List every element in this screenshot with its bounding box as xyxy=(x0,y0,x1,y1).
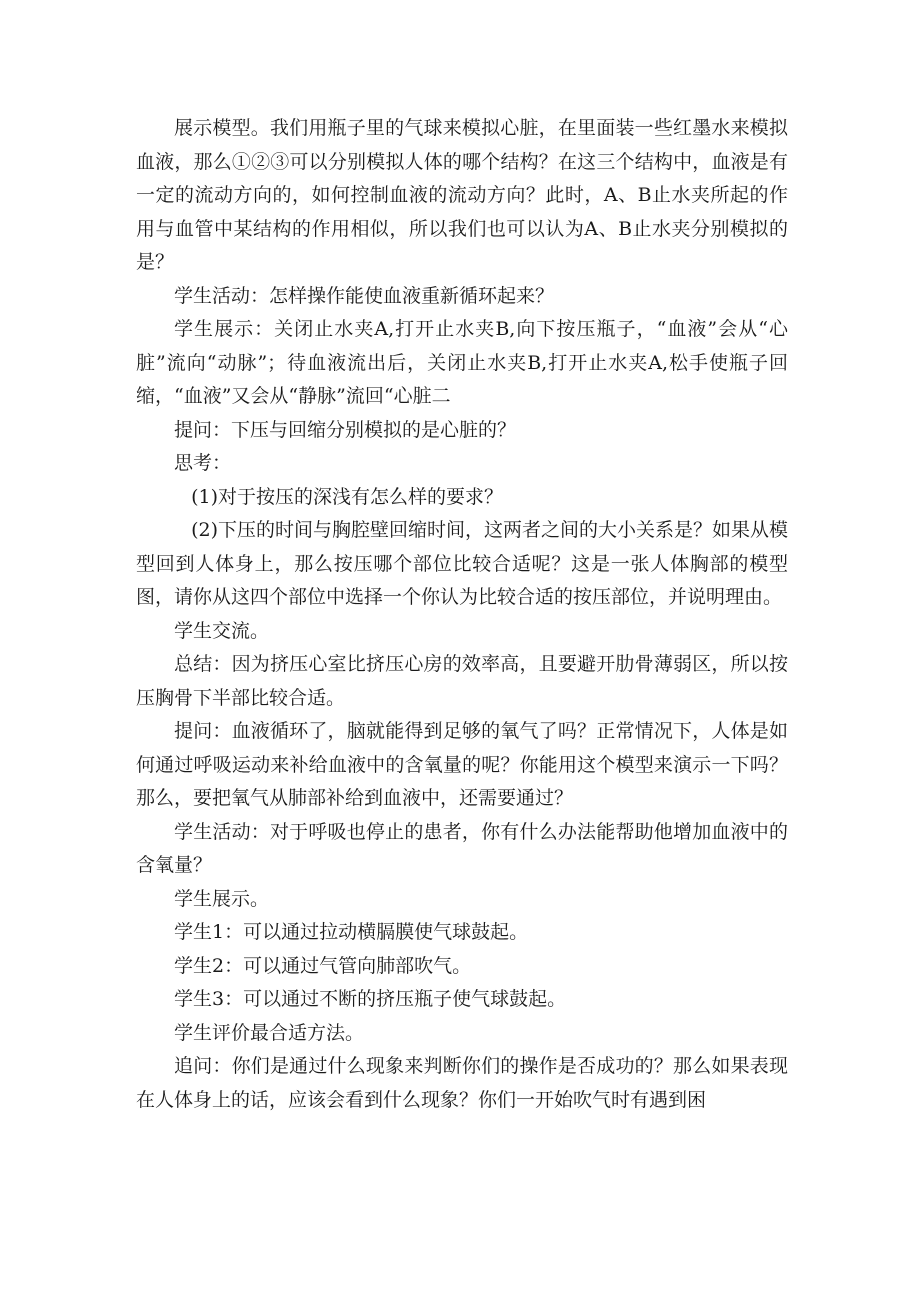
paragraph-summary: 总结：因为挤压心室比挤压心房的效率高，且要避开肋骨薄弱区，所以按压胸骨下半部比较合适。 xyxy=(136,653,788,709)
paragraph-student-exchange: 学生交流。 xyxy=(174,619,270,642)
paragraph-student-2: 学生2：可以通过气管向肺部吹气。 xyxy=(174,954,472,977)
paragraph-think-item-1: (1)对于按压的深浅有怎么样的要求？ xyxy=(191,485,504,508)
paragraph-model-demo: 展示模型。我们用瓶子里的气球来模拟心脏，在里面装一些红墨水来模拟血液，那么①②③可以分别模拟人体的哪个结构？在这三个结构中，血液是有一定的流动方向的，如何控制血液的流动方向？此时，A、B止水夹所起的作用与血管中某结构的作用相似，所以我们也可以认为A、B止水夹分别模拟的是？ xyxy=(136,117,788,273)
paragraph-student-1: 学生1：可以通过拉动横膈膜使气球鼓起。 xyxy=(174,921,529,943)
paragraph-think: 思考： xyxy=(174,452,232,474)
paragraph-student-activity-2: 学生活动：对于呼吸也停止的患者，你有什么办法能帮助他增加血液中的含氧量？ xyxy=(136,820,788,876)
paragraph-think-item-2: (2)下压的时间与胸腔壁回缩时间，这两者之间的大小关系是？如果从模型回到人体身上，那么按压哪个部位比较合适呢？这是一张人体胸部的模型图，请你从这四个部位中选择一个你认为比较合适的按压部位，并说明理由。 xyxy=(136,519,789,608)
paragraph-follow-up-question: 追问：你们是通过什么现象来判断你们的操作是否成功的？那么如果表现在人体身上的话，应该会看到什么现象？你们一开始吹气时有遇到困 xyxy=(136,1055,788,1111)
paragraph-student-activity-1: 学生活动：怎样操作能使血液重新循环起来？ xyxy=(174,284,555,307)
paragraph-student-evaluation: 学生评价最合适方法。 xyxy=(174,1021,365,1044)
document-body xyxy=(136,112,788,1117)
paragraph-student-3: 学生3：可以通过不断的挤压瓶子使气球鼓起。 xyxy=(174,988,567,1010)
paragraph-question-1: 提问：下压与回缩分别模拟的是心脏的？ xyxy=(174,418,517,441)
paragraph-student-demo-2: 学生展示。 xyxy=(174,887,270,910)
paragraph-question-2: 提问：血液循环了，脑就能得到足够的氧气了吗？正常情况下，人体是如何通过呼吸运动来补给血液中的含氧量的呢？你能用这个模型来演示一下吗？那么，要把氧气从肺部补给到血液中，还需要通过？ xyxy=(136,720,788,809)
paragraph-student-demo-1: 学生展示：关闭止水夹A,打开止水夹B,向下按压瓶子，“血液”会从“心脏”流向“动脉”；待血液流出后，关闭止水夹B,打开止水夹A,松手使瓶子回缩，“血液”又会从“静脉”流回“心脏二 xyxy=(136,318,788,407)
